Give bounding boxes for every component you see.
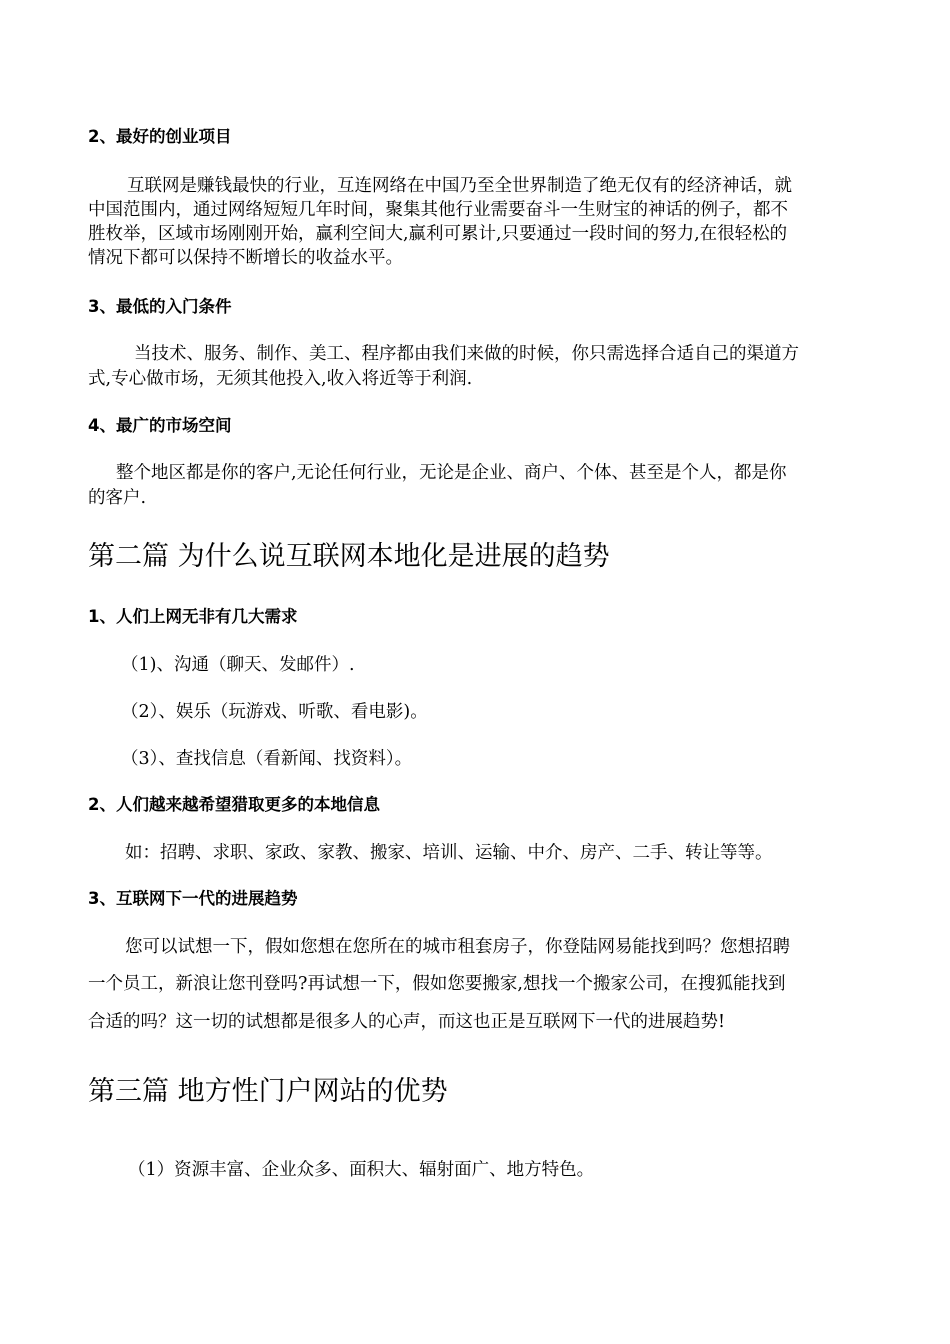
paragraph-line: 整个地区都是你的客户,无论任何行业，无论是企业、商户、个体、甚至是个人，都是你 <box>116 463 787 483</box>
paragraph-line: 您可以试想一下，假如您想在您所在的城市租套房子，你登陆网易能找到吗？您想招聘 <box>125 937 790 957</box>
section-heading-market-space: 4、最广的市场空间 <box>88 416 232 435</box>
list-item: （1）资源丰富、企业众多、面积大、辐射面广、地方特色。 <box>128 1160 595 1180</box>
list-item: （1)、沟通（聊天、发邮件）. <box>121 655 355 675</box>
paragraph-line: 当技术、服务、制作、美工、程序都由我们来做的时候，你只需选择合适自己的渠道方 <box>134 344 799 364</box>
section-heading-next-gen-trend: 3、互联网下一代的进展趋势 <box>88 889 298 908</box>
paragraph-line: 互联网是赚钱最快的行业，互连网络在中国乃至全世界制造了绝无仅有的经济神话，就 <box>127 176 792 196</box>
section-heading-user-needs: 1、人们上网无非有几大需求 <box>88 607 298 626</box>
list-item: （2）、娱乐（玩游戏、听歌、看电影)。 <box>121 702 428 722</box>
section-heading-local-info: 2、人们越来越希望猎取更多的本地信息 <box>88 795 380 814</box>
section-heading-best-project: 2、最好的创业项目 <box>88 127 232 146</box>
paragraph-line: 式,专心做市场，无须其他投入,收入将近等于利润. <box>88 369 473 389</box>
section-heading-entry-conditions: 3、最低的入门条件 <box>88 297 232 316</box>
paragraph-line: 中国范围内，通过网络短短几年时间，聚集其他行业需要奋斗一生财宝的神话的例子，都不 <box>88 200 788 220</box>
part-two-title: 第二篇 为什么说互联网本地化是进展的趋势 <box>88 541 610 572</box>
paragraph-line: 情况下都可以保持不断增长的收益水平。 <box>88 248 403 268</box>
list-item: （3）、查找信息（看新闻、找资料）。 <box>121 749 413 769</box>
paragraph-line: 的客户. <box>88 488 147 508</box>
paragraph-line: 胜枚举，区域市场刚刚开始，赢利空间大,赢利可累计,只要通过一段时间的努力,在很轻松的 <box>88 224 788 244</box>
paragraph-line: 如：招聘、求职、家政、家教、搬家、培训、运输、中介、房产、二手、转让等等。 <box>125 843 773 863</box>
part-three-title: 第三篇 地方性门户网站的优势 <box>88 1076 448 1107</box>
paragraph-line: 一个员工，新浪让您刊登吗?再试想一下，假如您要搬家,想找一个搬家公司，在搜狐能找到 <box>88 974 786 994</box>
paragraph-line: 合适的吗？这一切的试想都是很多人的心声，而这也正是互联网下一代的进展趋势! <box>88 1012 726 1032</box>
